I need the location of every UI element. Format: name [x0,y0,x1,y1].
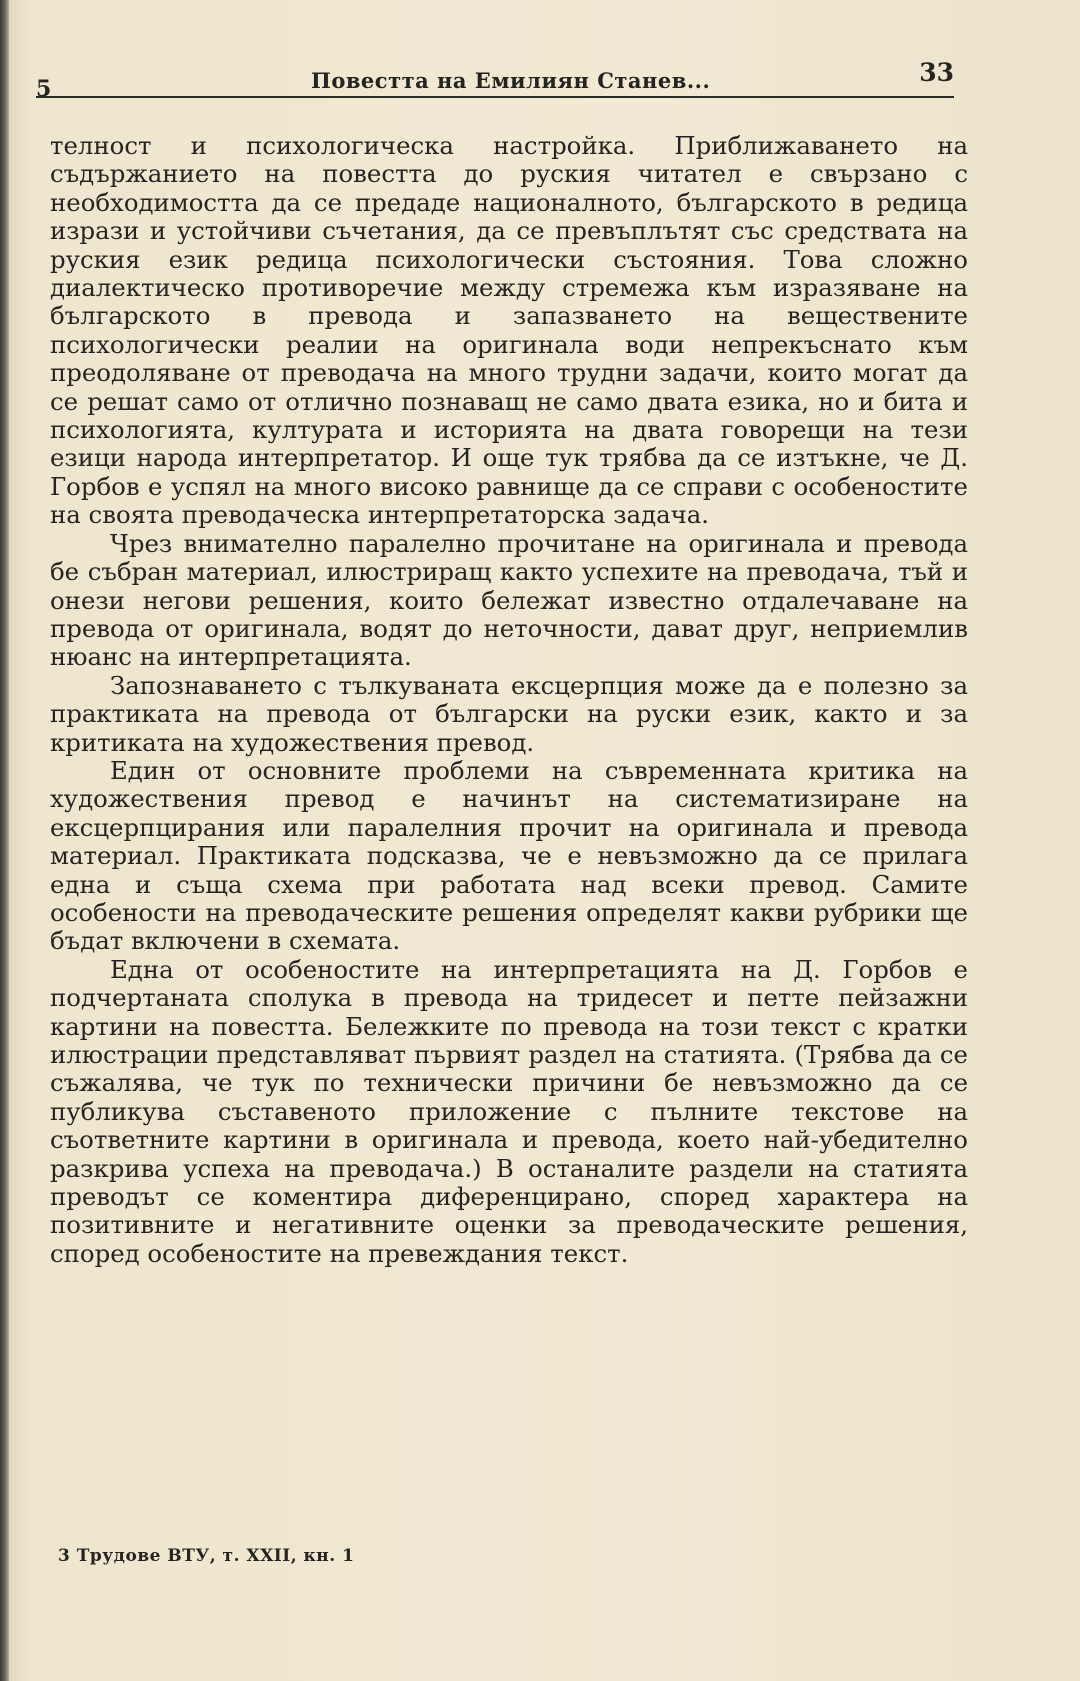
paragraph-4: Един от основните проблеми на съвременната критика на художествения превод е начинът на систематизиране на ексцерпцирания или паралелния прочит на оригинала и превода материал. Практиката подсказва, че е невъзможно да се прилага една и съща схема при работата над всеки превод. Самите особености на преводаческите решения определят какви рубрики ще бъдат включени в схемата. [50,755,968,956]
signature-footer: 3 Трудове ВТУ, т. XXII, кн. 1 [58,1546,355,1566]
signature-mark: 5 [36,76,52,102]
page-number: 33 [919,58,954,87]
paragraph-5: Една от особеностите на интерпретацията на Д. Горбов е подчертаната сполука в превода на тридесет и петте пейзажни картини на повестта. Бележките по превода на този текст с кратки илюстрации представляват първият раздел на статията. (Трябва да се съжалява, че тук по технически причини бе невъзможно да се публикува съставеното приложение с пълните текстове на съответните картини в оригинала и превода, което най-убедително разкрива успеха на преводача.) В останалите раздели на статията преводът се коментира диференцирано, според характера на позитивните и негативните оценки за преводаческите решения, според особеностите на превеждания текст. [50,954,968,1268]
paragraph-2: Чрез внимателно паралелно прочитане на оригинала и превода бе събран материал, илюстриращ както успехите на преводача, тъй и онези негови решения, които бележат известно отдалечаване на превода от оригинала, водят до неточности, дават друг, неприемлив нюанс на интерпретацията. [50,528,968,672]
body-text [50,132,968,1268]
running-title: Повестта на Емилиян Станев... [311,68,711,93]
running-header [36,58,954,102]
book-spine-shadow [0,0,9,1681]
header-rule [36,96,954,98]
paragraph-1: телност и психологическа настройка. Приближаването на съдържанието на повестта до руския читател е свързано с необходимостта да се предаде националното, българското в редица изрази и устойчиви съчетания, да се превъплътят със средствата на руския език редица психологически състояния. Това сложно диалектическо противоречие между стремежа към изразяване на българското в превода и запазването на веществените психологически реалии на оригинала води непрекъснато към преодоляване от преводача на много трудни задачи, които могат да се решат само от отлично познаващ не само двата езика, но и бита и психологията, културата и историята на двата говорещи на тези езици народа интерпретатор. И още тук трябва да се изтъкне, че Д. Горбов е успял на много високо равнище да се справи с особеностите на своята преводаческа интерпретаторска задача. [50,131,968,530]
paragraph-3: Запознаването с тълкуваната ексцерпция може да е полезно за практиката на превода от български на руски език, както и за критиката на художествения превод. [50,670,968,757]
